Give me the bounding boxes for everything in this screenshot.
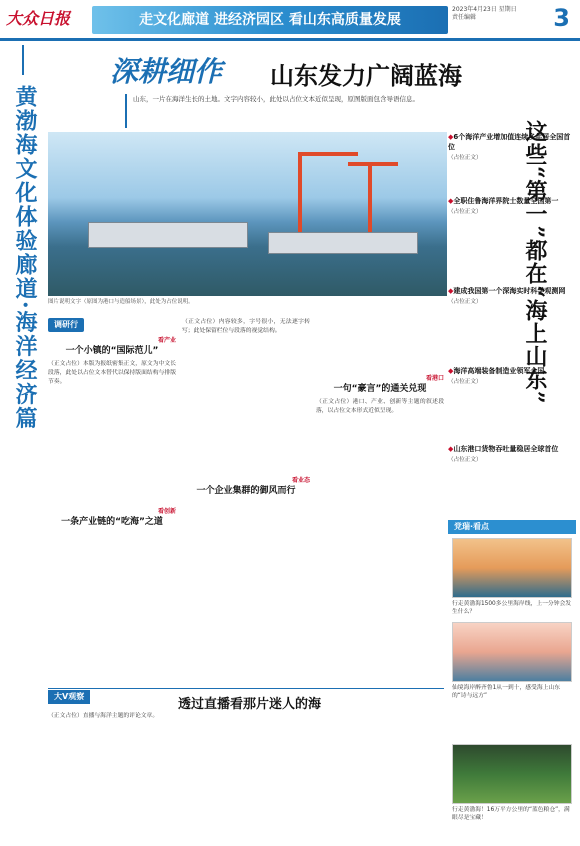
section-rule [48, 688, 444, 689]
kicker: 看业态 [291, 477, 310, 484]
sidebar-title: 黄渤海文化体验廊道·海洋经济篇 [12, 85, 38, 431]
dangjian-header: 党瑞·看点 [448, 520, 576, 534]
article-text: （正文占位）内容较多，字号很小，无法逐字转写；此处保留栏位与段落的视觉结构。 [182, 319, 310, 334]
subhead: 一句“豪言”的通关兑现 [333, 384, 427, 394]
date: 2023年4月23日 星期日 [452, 6, 517, 13]
article-text: （正文占位）本版为报纸密集正文，原文为中文长段落，此处以占位文本替代以保持版面结构与排版节奏。 [48, 361, 176, 385]
item-heading: ◆海洋高端装备制造业领军全国 [448, 367, 545, 375]
thumbnail-caption: 行走黄渤海！16万平方公里的“蓝色粮仓”，满眼尽是宝藏！ [452, 807, 570, 821]
kicker: 看创新 [157, 508, 176, 515]
sidebar [4, 45, 42, 840]
thumbnail-image [452, 744, 572, 804]
item-heading: ◆山东港口货物吞吐量稳居全球首位 [448, 445, 559, 453]
article-column-3 [316, 318, 444, 686]
kicker: 看产业 [157, 337, 176, 344]
sidebar-feature-title: 这些“第一”都在“海上山东” [522, 120, 548, 405]
shipyard-photo [48, 132, 447, 296]
headline-main: 山东发力广阔蓝海 [270, 62, 462, 90]
first-item [448, 444, 576, 514]
item-text: （占位正文） [448, 209, 482, 215]
headline-script: 深耕细作 [110, 55, 223, 88]
bottom-article-title: 透过直播看那片迷人的海 [178, 697, 322, 712]
thumbnail-image [452, 538, 572, 598]
article-column-1 [48, 336, 176, 686]
item-heading: ◆建成我国第一个深海实时科学观测网 [448, 287, 566, 295]
sidebar-rule [22, 45, 24, 75]
first-item [448, 366, 576, 426]
dakuan-tag: 大V观察 [48, 690, 90, 704]
item-text: （占位正文） [448, 155, 482, 161]
masthead [0, 0, 580, 40]
ship-shape [268, 232, 418, 254]
article-column-2 [182, 318, 310, 686]
headline [110, 50, 510, 90]
item-text: （占位正文） [448, 457, 482, 463]
newspaper-logo: 大众日报 [6, 9, 71, 28]
subhead: 一个企业集群的御风而行 [196, 486, 296, 496]
editor: 责任编辑 [452, 14, 477, 21]
crane-shape [298, 152, 358, 156]
crane-shape [368, 162, 372, 232]
first-item [448, 286, 576, 356]
thumbnail-image [452, 622, 572, 682]
bottom-article-text: （正文占位）直播与海洋主题的评论文章。 [48, 713, 159, 719]
crane-shape [348, 162, 398, 166]
subhead: 一个小镇的“国际范儿” [65, 346, 159, 356]
ship-shape [88, 222, 248, 248]
top-rule [0, 38, 580, 41]
item-text: （占位正文） [448, 379, 482, 385]
subhead: 一条产业链的“吃海”之道 [61, 517, 163, 527]
item-heading: ◆6个海洋产业增加值连续多年居全国首位 [448, 133, 571, 151]
item-heading: ◆全职住鲁海洋界院士数量全国第一 [448, 197, 559, 205]
date-info [452, 6, 550, 22]
crane-shape [298, 152, 302, 232]
kicker: 看港口 [425, 375, 444, 382]
page-number: 3 [553, 4, 570, 32]
first-item [448, 132, 576, 190]
thumbnail-caption: 行走黄渤海1500多公里海岸线，上一分钟会发生什么？ [452, 601, 572, 615]
article-text: （正文占位）港口、产业、创新等主题的叙述段落，以占位文本形式近似呈现。 [316, 399, 444, 414]
banner: 走文化廊道 进经济园区 看山东高质量发展 [92, 6, 448, 34]
lead-paragraph: 山东，一片在海洋生长的土地。文字内容较小，此处以占位文本近似呈现，原图版面包含导语信息。 [125, 94, 445, 128]
survey-tag: 调研行 [48, 318, 84, 332]
photo-caption: 图片说明文字（原图为港口与造船场景），此处为占位说明。 [48, 299, 194, 305]
first-item [448, 196, 576, 262]
thumbnail-caption: 仙境海岸醉齐鲁1从一到十，感受海上山东的“诗与远方” [452, 685, 561, 699]
item-text: （占位正文） [448, 299, 482, 305]
